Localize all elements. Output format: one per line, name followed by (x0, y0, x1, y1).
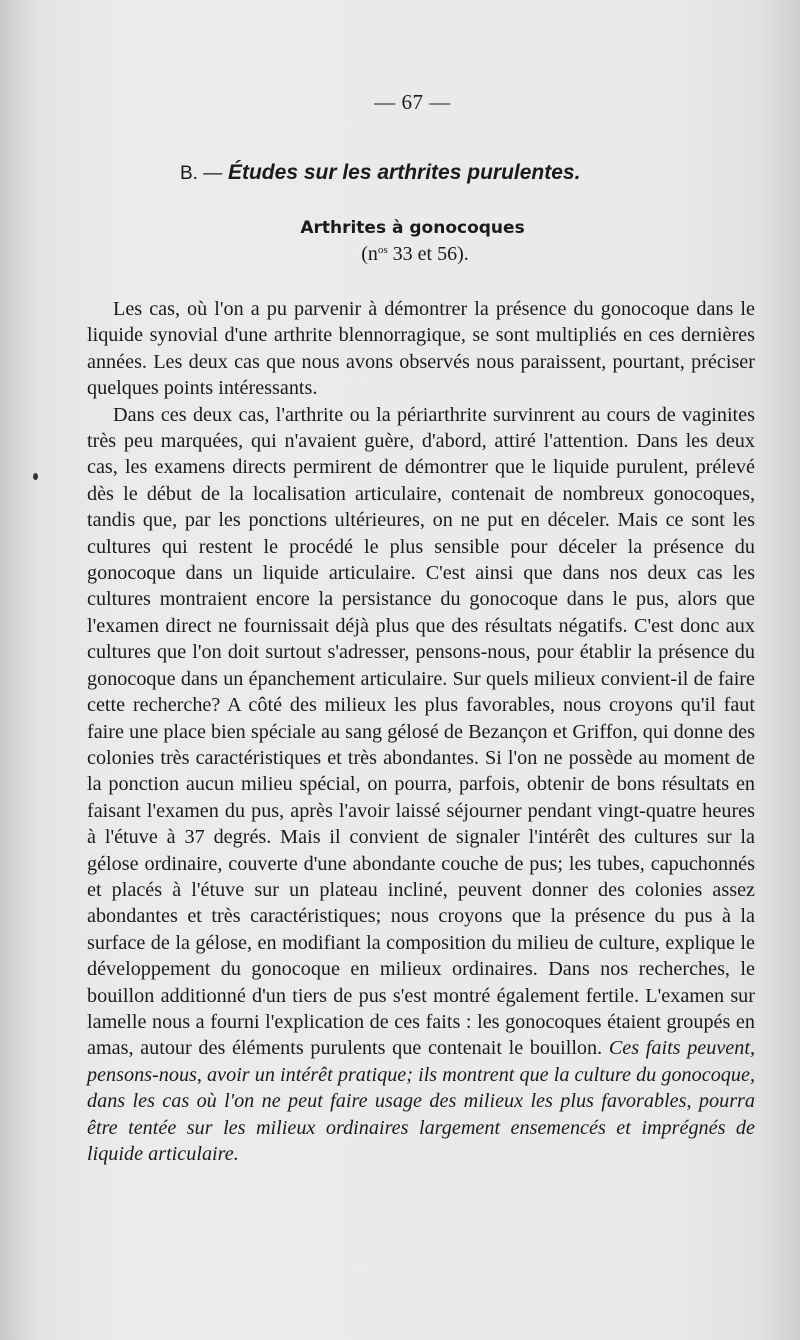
body-text (87, 296, 755, 1167)
paragraph-2 (87, 402, 755, 1168)
paragraph-2-italic-conclusion: Ces faits peuvent, pensons-nous, avoir un intérêt pratique; ils montrent que la culture du gonocoque, dans les cas où l'on ne peut faire usage des milieux les plus favorables, pourra être tentée sur les milieux ordinaires largement ensemencés et imprégnés de liquide articulaire. (87, 1037, 756, 1165)
section-letter: B. — (180, 163, 223, 184)
refs-before: (n (361, 243, 378, 265)
section-heading (180, 159, 580, 185)
refs-superscript: os (377, 244, 388, 256)
subsection-references (0, 243, 800, 266)
paragraph-1: Les cas, où l'on a pu parvenir à démontrer la présence du gonocoque dans le liquide synovial d'une arthrite blennorragique, se sont multipliés en ces dernières années. Les deux cas que nous avons observés nous paraissent, pourtant, préciser quelques points intéressants. (87, 298, 755, 400)
subsection-title: Arthrites à gonocoques (300, 218, 525, 238)
refs-after: 33 et 56). (387, 243, 469, 265)
margin-mark (33, 473, 38, 480)
page-number: — 67 — (374, 90, 451, 114)
section-title: Études sur les arthrites purulentes. (227, 161, 581, 184)
paragraph-2-text: Dans ces deux cas, l'arthrite ou la périarthrite survinrent au cours de vaginites très peu marquées, qui n'avaient guère, d'abord, attiré l'attention. Dans les deux cas, les examens directs permirent de démontrer que le liquide purulent, prélevé dès le début de la localisation articulaire, contenait de nombreux gonocoques, tandis que, par les ponctions ultérieures, on ne put en déceler. Mais ce sont les cultures qui restent le procédé le plus sensible pour déceler la présence du gonocoque dans un liquide articulaire. C'est ainsi que dans nos deux cas les cultures montraient encore la persistance du gonocoque dans le pus, alors que l'examen direct ne fournissait déjà plus que des résultats négatifs. C'est donc aux cultures que l'on doit surtout s'adresser, pensons-nous, pour établir la présence du gonocoque dans un épanchement articulaire. Sur quels milieux convient-il de faire cette recherche? A côté des milieux les plus favorables, nous croyons qu'il faut faire une place bien spéciale au sang gélosé de Bezançon et Griffon, qui donne des colonies très caractéristiques et très abondantes. Si l'on ne possède au moment de la ponction aucun milieu spécial, on pourra, parfois, obtenir de bons résultats en faisant l'examen du pus, après l'avoir laissé séjourner pendant vingt-quatre heures à l'étuve à 37 degrés. Mais il convient de signaler l'intérêt des cultures sur la gélose ordinaire, couverte d'une abondante couche de pus; les tubes, capuchonnés et placés à l'étuve sur un plateau incliné, peuvent donner des colonies assez abondantes et très caractéristiques; nous croyons que la présence du pus à la surface de la gélose, en modifiant la composition du milieu de culture, explique le développement du gonocoque en milieux ordinaires. Dans nos recherches, le bouillon additionné d'un tiers de pus s'est montré également fertile. L'examen sur lamelle nous a fourni l'explication de ces faits : les gonocoques étaient groupés en amas, autour des éléments purulents que contenait le bouillon. (87, 403, 755, 1060)
